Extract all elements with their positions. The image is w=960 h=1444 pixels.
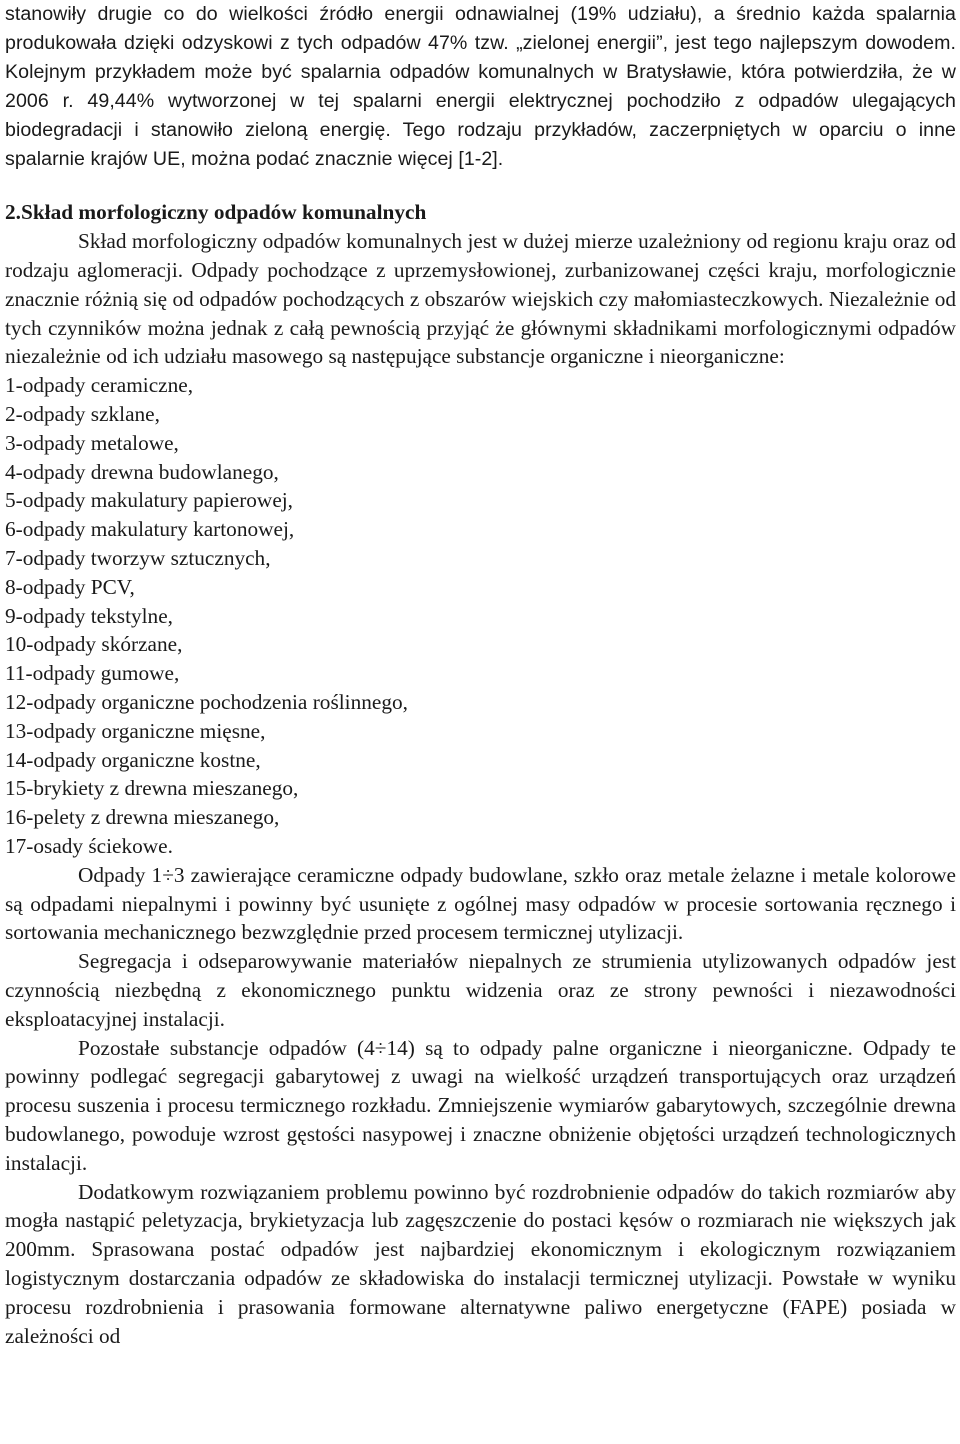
section-heading: 2.Skład morfologiczny odpadów komunalnych: [5, 200, 427, 225]
list-item: 15-brykiety z drewna mieszanego,: [5, 776, 299, 801]
list-item: 13-odpady organiczne mięsne,: [5, 718, 266, 743]
list-item: 14-odpady organiczne kostne,: [5, 747, 261, 772]
list-item: 3-odpady metalowe,: [5, 430, 179, 455]
list-item: 10-odpady skórzane,: [5, 632, 183, 657]
list-item: 1-odpady ceramiczne,: [5, 373, 194, 398]
list-item: 8-odpady PCV,: [5, 574, 135, 599]
paragraph-segregation: Segregacja i odseparowywanie materiałów niepalnych ze strumienia utylizowanych odpadów jest czynnością niezbędną z ekonomicznego punktu widzenia oraz ze strony pewności i niezawodności eksploatacyjnej instalacji.: [5, 949, 956, 1031]
waste-components-list: [5, 371, 956, 861]
list-item: 5-odpady makulatury papierowej,: [5, 488, 294, 513]
paragraph-noncombustible: Odpady 1÷3 zawierające ceramiczne odpady budowlane, szkło oraz metale żelazne i metale kolorowe są odpadami niepalnymi i powinny być usunięte z ogólnej masy odpadów w procesie sortowania ręcznego i sortowania mechanicznego bezwzględnie przed procesem termicznej utylizacji.: [5, 862, 956, 945]
list-item: 11-odpady gumowe,: [5, 661, 180, 686]
paragraph-shredding: Dodatkowym rozwiązaniem problemu powinno być rozdrobnienie odpadów do takich rozmiarów aby mogła nastąpić peletyzacja, brykietyzacja lub zagęszczenie do postaci kęsów o rozmiarach nie większych jak 200mm. Sprasowana postać odpadów jest najbardziej ekonomicznym i ekologicznym rozwiązaniem logistycznym dostarczania odpadów ze składowiska do instalacji termicznej utylizacji. Powstałe w wyniku procesu rozdrobnienia i prasowania formowane alternatywne paliwo energetyczne (FAPE) posiada w zależności od: [5, 1179, 956, 1348]
list-item: 7-odpady tworzyw sztucznych,: [5, 546, 271, 570]
list-item: 17-osady ściekowe.: [5, 833, 173, 858]
intro-paragraph: stanowiły drugie co do wielkości źródło energii odnawialnej (19% udziału), a średnio każda spalarnia produkowała dzięki odzyskowi z tych odpadów 47% tzw. „zielonej energii”, jest tego najlepszym dowodem. Kolejnym przykładem może być spalarnia odpadów komunalnych w Bratysławie, która potwierdziła, że w 2006 r. 49,44% wytworzonej w tej spalarni energii elektrycznej pochodziło z odpadów ulegających biodegradacji i stanowiło zieloną energię. Tego rodzaju przykładów, zaczerpniętych w oparciu o inne spalarnie krajów UE, można podać znacznie więcej [1-2].: [5, 3, 956, 170]
list-item: 9-odpady tekstylne,: [5, 603, 173, 628]
list-item: 16-pelety z drewna mieszanego,: [5, 805, 280, 830]
paragraph-combustible: Pozostałe substancje odpadów (4÷14) są to odpady palne organiczne i nieorganiczne. Odpady te powinny podlegać segregacji gabarytowej z uwagi na wielkość urządzeń transportujących oraz urządzeń procesu suszenia i procesu termicznego rozkładu. Zmniejszenie wymiarów gabarytowych, szczególnie drewna budowlanego, powoduje wzrost gęstości nasypowej i znaczne obniżenie objętości urządzeń technologicznych instalacji.: [5, 1035, 956, 1175]
section-intro-paragraph: Skład morfologiczny odpadów komunalnych jest w dużej mierze uzależniony od regionu kraju oraz od rodzaju aglomeracji. Odpady pochodzące z uprzemysłowionej, zurbanizowanej części kraju, morfologicznie znacznie różnią się od odpadów pochodzących z obszarów wiejskich czy małomiasteczkowych. Niezależnie od tych czynników można jednak z całą pewnością przyjąć że głównymi składnikami morfologicznymi odpadów niezależnie od ich udziału masowego są następujące substancje organiczne i nieorganiczne:: [5, 229, 956, 369]
list-item: 2-odpady szklane,: [5, 402, 160, 427]
list-item: 12-odpady organiczne pochodzenia roślinnego,: [5, 689, 408, 714]
list-item: 4-odpady drewna budowlanego,: [5, 459, 279, 484]
list-item: 6-odpady makulatury kartonowej,: [5, 517, 295, 542]
